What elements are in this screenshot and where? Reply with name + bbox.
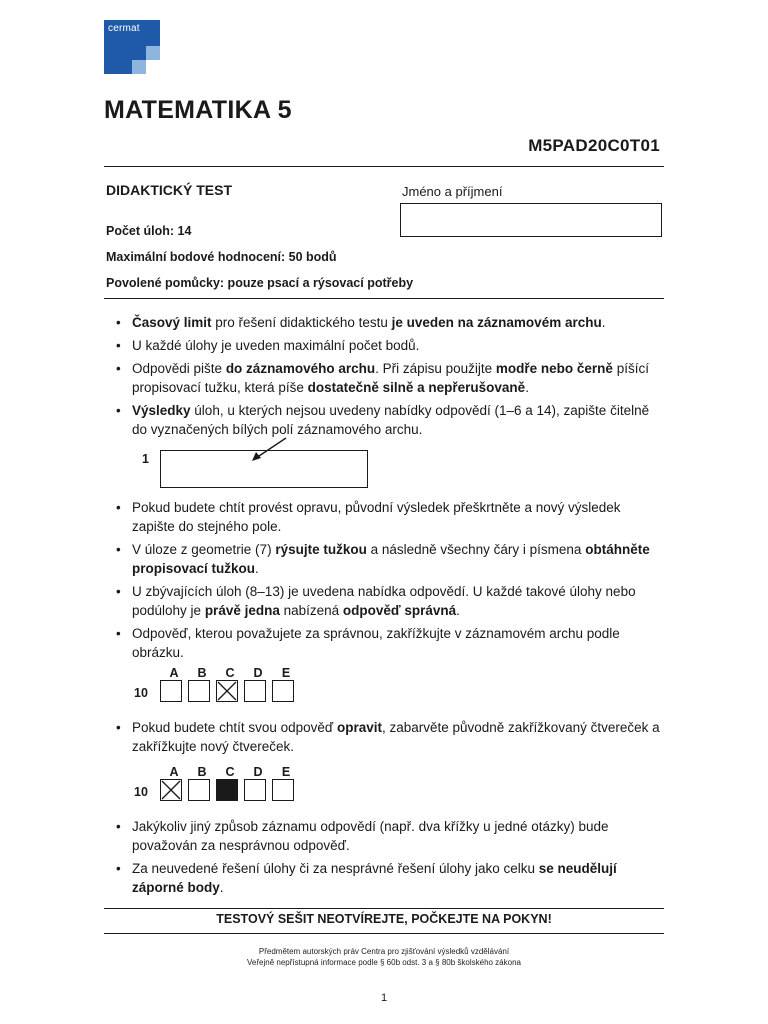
copyright-footer xyxy=(104,946,664,968)
divider xyxy=(104,166,664,167)
list-item: • U každé úlohy je uveden maximální počet bodů. xyxy=(114,336,664,355)
divider xyxy=(104,933,664,934)
option-letter: B xyxy=(197,666,207,680)
name-field[interactable] xyxy=(400,203,662,237)
option-letter: C xyxy=(225,765,235,779)
example-number: 1 xyxy=(142,452,149,466)
option-letter: A xyxy=(169,666,179,680)
list-item: • V úloze z geometrie (7) rýsujte tužkou a následně všechny čáry i písmena obtáhněte propisovací tužkou. xyxy=(114,540,664,578)
answer-box xyxy=(244,779,266,801)
divider xyxy=(104,298,664,299)
instructions-list xyxy=(114,498,664,666)
test-subtitle: DIDAKTICKÝ TEST xyxy=(106,182,232,198)
page-title: MATEMATIKA 5 xyxy=(104,96,292,124)
list-item: • Výsledky úloh, u kterých nejsou uvedeny nabídky odpovědí (1–6 a 14), zapište čitelně do vyznačených bílých polí záznamového archu. xyxy=(114,401,664,439)
divider xyxy=(104,908,664,909)
arrow-icon xyxy=(250,436,290,462)
list-item: • U zbývajících úloh (8–13) je uvedena nabídka odpovědí. U každé takové úlohy nebo podúlohy je právě jedna nabízená odpověď správná. xyxy=(114,582,664,620)
allowed-tools: Povolené pomůcky: pouze psací a rýsovací potřeby xyxy=(106,276,414,290)
option-letter: D xyxy=(253,666,263,680)
list-item: • Jakýkoliv jiný způsob záznamu odpovědí (např. dva křížky u jedné otázky) bude považován za nesprávnou odpověď. xyxy=(114,817,664,855)
task-count: Počet úloh: 14 xyxy=(106,224,192,238)
option-letter: E xyxy=(281,765,291,779)
page-number: 1 xyxy=(380,992,388,1004)
answer-box xyxy=(244,680,266,702)
option-letter: B xyxy=(197,765,207,779)
cermat-logo xyxy=(104,20,160,74)
answer-box-crossed xyxy=(160,779,182,801)
answer-box-filled xyxy=(216,779,238,801)
name-label: Jméno a příjmení xyxy=(402,184,503,199)
answer-box xyxy=(272,779,294,801)
option-letter: D xyxy=(253,765,263,779)
footer-line: Veřejně nepřístupná informace podle § 60b odst. 3 a § 80b školského zákona xyxy=(247,958,521,967)
option-letter: E xyxy=(281,666,291,680)
question-number: 10 xyxy=(134,686,148,700)
answer-box xyxy=(188,779,210,801)
cross-icon xyxy=(161,780,181,800)
warning-banner: TESTOVÝ SEŠIT NEOTVÍREJTE, POČKEJTE NA POKYN! xyxy=(216,912,552,926)
answer-box xyxy=(188,680,210,702)
list-item: • Pokud budete chtít svou odpověď opravit, zabarvěte původně zakřížkovaný čtvereček a zakřížkujte nový čtvereček. xyxy=(114,718,664,756)
cross-icon xyxy=(217,681,237,701)
list-item: • Odpověď, kterou považujete za správnou, zakřížkujte v záznamovém archu podle obrázku. xyxy=(114,624,664,662)
instructions-list xyxy=(114,817,664,901)
max-points: Maximální bodové hodnocení: 50 bodů xyxy=(106,250,337,264)
option-letter: A xyxy=(169,765,179,779)
answer-box-crossed xyxy=(216,680,238,702)
instructions-list xyxy=(114,313,664,443)
list-item: • Časový limit pro řešení didaktického testu je uveden na záznamovém archu. xyxy=(114,313,664,332)
logo-text: cermat xyxy=(108,23,140,34)
footer-line: Předmětem autorských práv Centra pro zjišťování výsledků vzdělávání xyxy=(258,947,510,956)
answer-box xyxy=(272,680,294,702)
list-item: • Odpovědi pište do záznamového archu. Při zápisu použijte modře nebo černě píšící propisovací tužku, která píše dostatečně silně a nepřerušovaně. xyxy=(114,359,664,397)
question-number: 10 xyxy=(134,785,148,799)
test-code: M5PAD20C0T01 xyxy=(528,136,660,155)
instructions-list xyxy=(114,718,664,760)
answer-box xyxy=(160,680,182,702)
list-item: • Za neuvedené řešení úlohy či za nesprávné řešení úlohy jako celku se neudělují záporné body. xyxy=(114,859,664,897)
option-letter: C xyxy=(225,666,235,680)
list-item: • Pokud budete chtít provést opravu, původní výsledek přeškrtněte a nový výsledek zapište do stejného pole. xyxy=(114,498,664,536)
